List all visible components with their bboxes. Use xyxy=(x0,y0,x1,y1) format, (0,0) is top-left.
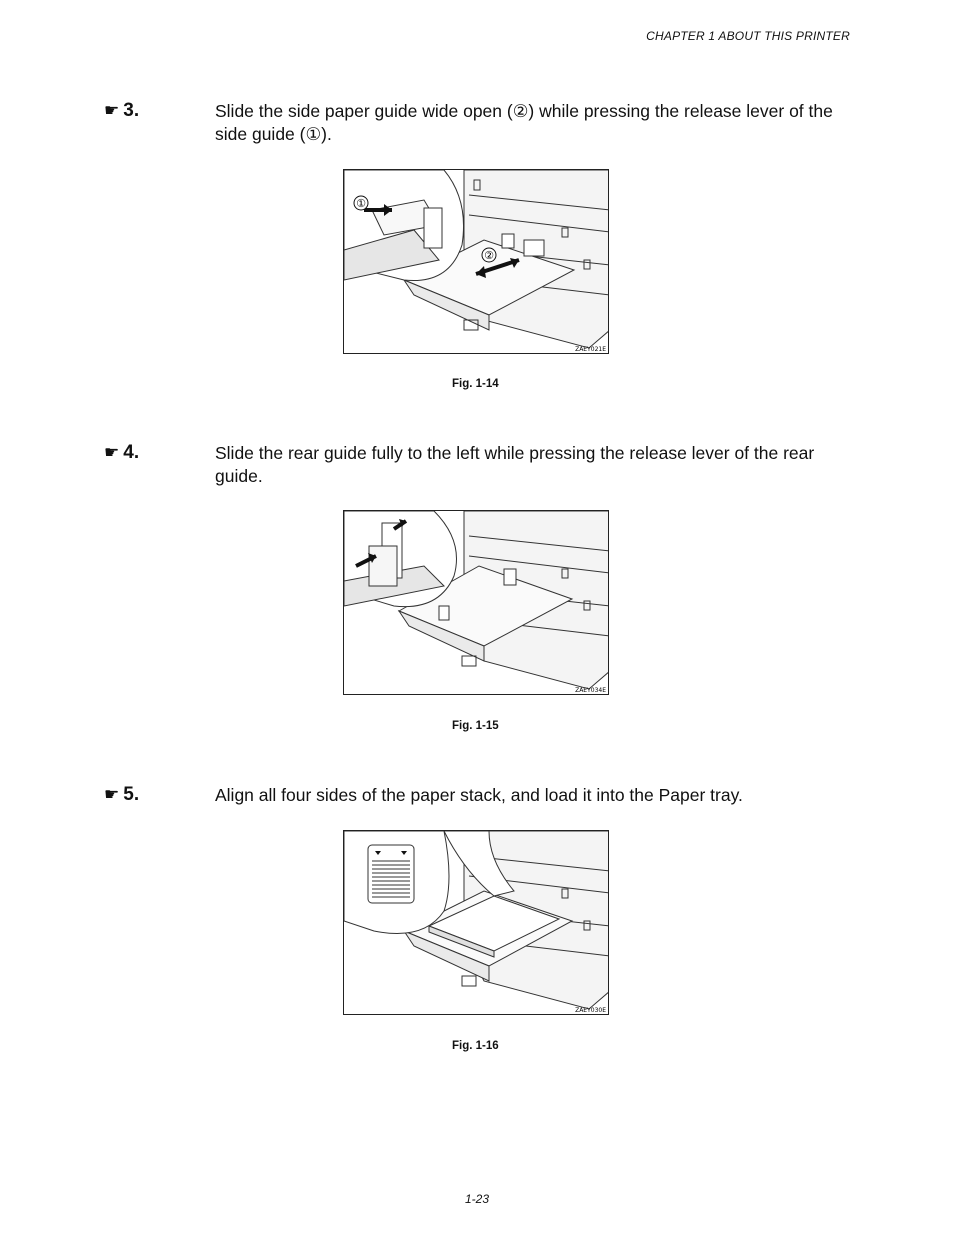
figure-1-14 xyxy=(343,169,609,354)
figure-caption: Fig. 1-15 xyxy=(452,720,499,732)
tray-side-guide-illustration xyxy=(344,170,609,354)
step-number: ☛ 5. xyxy=(104,784,140,805)
step-number: ☛ 3. xyxy=(104,100,140,121)
figure-code: ZAEY021E xyxy=(575,346,606,353)
figure-1-15 xyxy=(343,510,609,695)
step-instruction: Slide the side paper guide wide open (②) while pressing the release lever of the side guide (①). xyxy=(215,101,833,144)
chapter-header: CHAPTER 1 ABOUT THIS PRINTER xyxy=(646,29,850,43)
step-number: ☛ 4. xyxy=(104,442,140,463)
tray-load-paper-illustration xyxy=(344,831,609,1015)
figure-code: ZAEY034E xyxy=(575,687,606,694)
pointing-hand-icon: ☛ xyxy=(104,443,120,462)
pointing-hand-icon: ☛ xyxy=(104,101,120,120)
svg-text:①: ① xyxy=(356,197,366,210)
figure-caption: Fig. 1-14 xyxy=(452,378,499,390)
figure-1-16 xyxy=(343,830,609,1015)
step-instruction: Slide the rear guide fully to the left while pressing the release lever of the rear guide. xyxy=(215,443,815,486)
figure-caption: Fig. 1-16 xyxy=(452,1040,499,1052)
tray-rear-guide-illustration xyxy=(344,511,609,695)
step-instruction: Align all four sides of the paper stack, and load it into the Paper tray. xyxy=(215,785,743,805)
figure-code: ZAEY030E xyxy=(575,1007,606,1014)
page-number: 1-23 xyxy=(465,1192,490,1206)
svg-text:②: ② xyxy=(484,249,494,262)
pointing-hand-icon: ☛ xyxy=(104,785,120,804)
